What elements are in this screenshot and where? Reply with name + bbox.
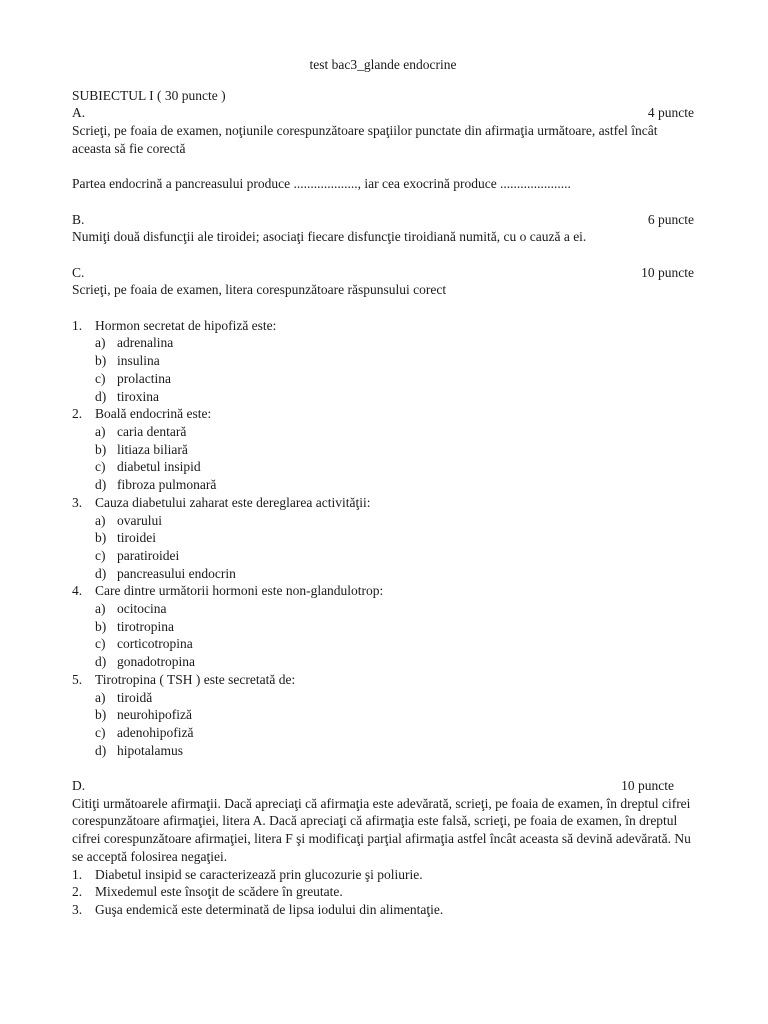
option-text: neurohipofiză bbox=[117, 707, 192, 723]
section-b-letter: B. bbox=[72, 211, 85, 227]
question-item bbox=[72, 405, 694, 494]
option-letter: a) bbox=[95, 512, 106, 528]
option-letter: a) bbox=[95, 601, 106, 617]
statement-text: Mixedemul este însoţit de scădere în greutate. bbox=[95, 884, 343, 900]
statement-number: 2. bbox=[72, 884, 83, 900]
option-text: tiroxina bbox=[117, 388, 159, 404]
section-b-instruction: Numiţi două disfuncţii ale tiroidei; asociaţi fiecare disfuncţie tiroidiană numită, cu o cauză a ei. bbox=[72, 229, 587, 245]
option-text: corticotropina bbox=[117, 636, 193, 652]
option-text: tiroidă bbox=[117, 689, 153, 705]
option-letter: d) bbox=[95, 477, 107, 493]
question-number: 5. bbox=[72, 671, 83, 687]
option-letter: c) bbox=[95, 370, 106, 386]
question-item bbox=[72, 317, 694, 406]
subject-heading: SUBIECTUL I ( 30 puncte ) bbox=[72, 87, 226, 103]
option-letter: c) bbox=[95, 724, 106, 740]
option-letter: b) bbox=[95, 530, 107, 546]
question-number: 4. bbox=[72, 583, 83, 599]
question-list bbox=[72, 317, 694, 760]
statement-item bbox=[72, 901, 694, 919]
document-page bbox=[72, 56, 694, 919]
section-b-header bbox=[72, 211, 694, 229]
section-c-points: 10 puncte bbox=[641, 264, 694, 280]
statement-text: Guşa endemică este determinată de lipsa iodului din alimentaţie. bbox=[95, 901, 444, 917]
question-number: 3. bbox=[72, 494, 83, 510]
statement-item bbox=[72, 866, 694, 884]
option-text: ovarului bbox=[117, 512, 162, 528]
question-item bbox=[72, 582, 694, 671]
question-text: Hormon secretat de hipofiză este: bbox=[95, 317, 277, 333]
option-text: gonadotropina bbox=[117, 654, 195, 670]
question-item bbox=[72, 494, 694, 583]
statement-item bbox=[72, 883, 694, 901]
option-text: litiaza biliară bbox=[117, 441, 188, 457]
section-b-points: 6 puncte bbox=[647, 211, 694, 227]
document-title: test bac3_glande endocrine bbox=[309, 57, 457, 72]
option-letter: d) bbox=[95, 654, 107, 670]
section-d-header bbox=[72, 777, 694, 795]
option-letter: d) bbox=[95, 388, 107, 404]
statement-text: Diabetul insipid se caracterizează prin glucozurie şi poliurie. bbox=[95, 866, 423, 882]
option-text: tirotropina bbox=[117, 618, 174, 634]
section-d-points: 10 puncte bbox=[621, 778, 674, 794]
section-a-instruction: Scrieţi, pe foaia de examen, noţiunile corespunzătoare spaţiilor punctate din afirmaţia următoare, astfel încât aceasta să fie corectă bbox=[72, 123, 658, 156]
option-text: fibroza pulmonară bbox=[117, 477, 217, 493]
question-text: Tirotropina ( TSH ) este secretată de: bbox=[95, 671, 296, 687]
section-a-statement: Partea endocrină a pancreasului produce ..................., iar cea exocrină produce ..................... bbox=[72, 176, 571, 192]
option-text: pancreasului endocrin bbox=[117, 565, 236, 581]
option-letter: c) bbox=[95, 459, 106, 475]
question-text: Boală endocrină este: bbox=[95, 406, 212, 422]
option-letter: b) bbox=[95, 618, 107, 634]
option-letter: b) bbox=[95, 353, 107, 369]
option-letter: a) bbox=[95, 689, 106, 705]
section-a-header bbox=[72, 104, 694, 122]
option-text: paratiroidei bbox=[117, 547, 180, 563]
option-text: ocitocina bbox=[117, 601, 167, 617]
question-text: Cauza diabetului zaharat este dereglarea activităţii: bbox=[95, 494, 371, 510]
option-text: tiroidei bbox=[117, 530, 156, 546]
option-letter: a) bbox=[95, 424, 106, 439]
option-text: hipotalamus bbox=[117, 742, 183, 758]
option-text: caria dentară bbox=[117, 424, 187, 439]
section-c-header bbox=[72, 264, 694, 282]
section-c-instruction: Scrieţi, pe foaia de examen, litera corespunzătoare răspunsului corect bbox=[72, 282, 447, 298]
section-d-instruction: Citiţi următoarele afirmaţii. Dacă apreciaţi că afirmaţia este adevărată, scrieţi, pe foaia de examen, în dreptul cifrei corespunzătoare afirmaţiei, litera A. Dacă apreciaţi că afirmaţia este falsă, scrieţi, pe foaia de examen, în dreptul cifrei corespunzătoare afirmaţiei, litera F şi modificaţi parţial afirmaţia astfel încât aceasta să devină adevărată. Nu se acceptă folosirea negaţiei. bbox=[72, 795, 691, 864]
section-c-letter: C. bbox=[72, 264, 85, 280]
section-d-letter: D. bbox=[72, 778, 86, 794]
question-number: 2. bbox=[72, 406, 83, 422]
section-a-letter: A. bbox=[72, 105, 86, 121]
option-letter: c) bbox=[95, 636, 106, 652]
option-letter: d) bbox=[95, 565, 107, 581]
option-text: adrenalina bbox=[117, 335, 174, 351]
question-item bbox=[72, 671, 694, 760]
question-number: 1. bbox=[72, 317, 83, 333]
option-text: prolactina bbox=[117, 370, 171, 386]
section-a-points: 4 puncte bbox=[647, 105, 694, 121]
option-text: adenohipofiză bbox=[117, 724, 194, 740]
statement-number: 1. bbox=[72, 866, 83, 882]
option-letter: b) bbox=[95, 441, 107, 457]
option-letter: c) bbox=[95, 547, 106, 563]
option-text: diabetul insipid bbox=[117, 459, 201, 475]
option-letter: a) bbox=[95, 335, 106, 351]
statement-number: 3. bbox=[72, 901, 83, 917]
question-text: Care dintre următorii hormoni este non-glandulotrop: bbox=[95, 583, 384, 599]
option-letter: d) bbox=[95, 742, 107, 758]
option-text: insulina bbox=[117, 353, 160, 369]
option-letter: b) bbox=[95, 707, 107, 723]
